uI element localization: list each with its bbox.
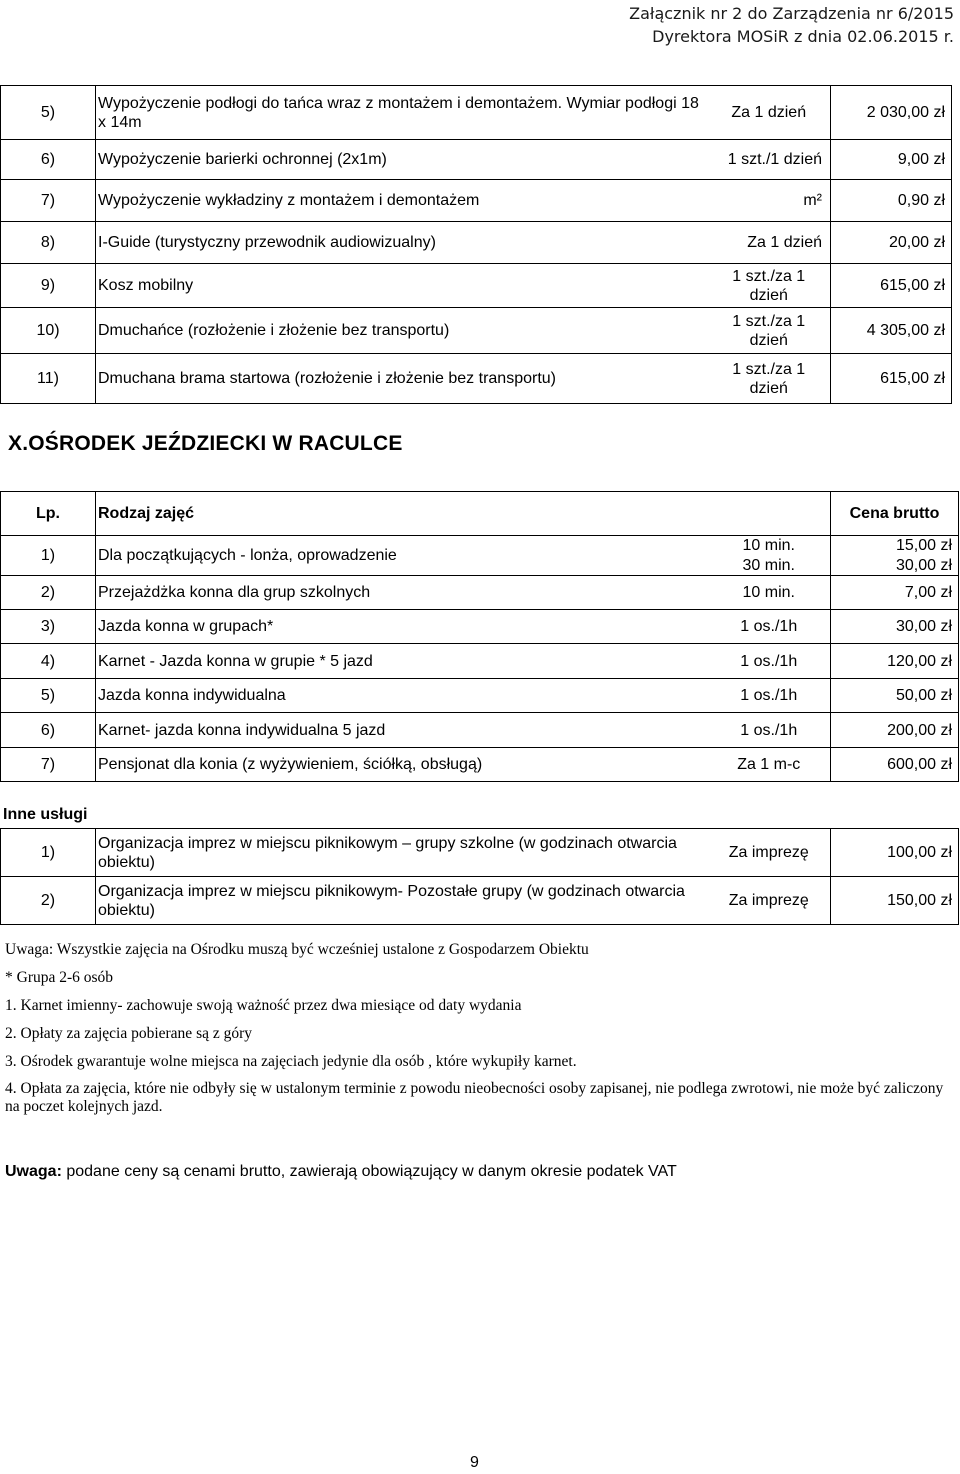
row-unit: 1 szt./za 1 dzień <box>708 264 831 308</box>
row-price: 7,00 zł <box>831 576 959 610</box>
row-number: 11) <box>1 354 96 404</box>
header-lp: Lp. <box>1 492 96 536</box>
row-price: 100,00 zł <box>831 829 959 877</box>
row-description: Kosz mobilny <box>96 264 708 308</box>
disclaimer-text: podane ceny są cenami brutto, zawierają obowiązujący w danym okresie podatek VAT <box>61 1163 677 1180</box>
row-description: Przejażdżka konna dla grup szkolnych <box>96 576 708 610</box>
note-line: 1. Karnet imienny- zachowuje swoją ważność przez dwa miesiące od daty wydania <box>5 997 522 1014</box>
table-row <box>1 140 952 180</box>
row-description: Organizacja imprez w miejscu piknikowym – grupy szkolne (w godzinach otwarcia obiektu) <box>96 829 708 877</box>
note-line: 3. Ośrodek gwarantuje wolne miejsca na zajęciach jedynie dla osób , które wykupiły karnet. <box>5 1053 577 1070</box>
table-row <box>1 354 952 404</box>
row-price: 615,00 zł <box>831 264 952 308</box>
row-price: 20,00 zł <box>831 222 952 264</box>
price-disclaimer <box>5 1163 677 1181</box>
section-title: X.OŚRODEK JEŹDZIECKI W RACULCE <box>8 432 403 455</box>
row-description: Karnet- jazda konna indywidualna 5 jazd <box>96 713 708 748</box>
document-header <box>629 2 954 48</box>
row-unit: 1 szt./1 dzień <box>708 140 831 180</box>
table-row <box>1 679 959 713</box>
row-unit: Za 1 dzień <box>708 86 831 140</box>
page-number: 9 <box>470 1454 479 1471</box>
row-price: 50,00 zł <box>831 679 959 713</box>
row-price: 150,00 zł <box>831 877 959 925</box>
row-number: 5) <box>1 679 96 713</box>
row-description: Karnet - Jazda konna w grupie * 5 jazd <box>96 644 708 679</box>
row-description: Wypożyczenie podłogi do tańca wraz z montażem i demontażem. Wymiar podłogi 18 x 14m <box>96 86 708 140</box>
row-unit: Za 1 m-c <box>708 748 831 782</box>
row-number: 2) <box>1 576 96 610</box>
row-unit: 1 szt./za 1 dzień <box>708 354 831 404</box>
table-row <box>1 610 959 644</box>
notes-block <box>5 941 950 1116</box>
table-row <box>1 576 959 610</box>
row-unit: 10 min. <box>708 536 831 556</box>
table-row <box>1 264 952 308</box>
row-number: 9) <box>1 264 96 308</box>
row-number: 7) <box>1 180 96 222</box>
row-number: 10) <box>1 308 96 354</box>
row-description: Jazda konna w grupach* <box>96 610 708 644</box>
row-description: Dmuchana brama startowa (rozłożenie i złożenie bez transportu) <box>96 354 708 404</box>
row-unit: 1 os./1h <box>708 610 831 644</box>
row-number: 2) <box>1 877 96 925</box>
row-description: Pensjonat dla konia (z wyżywieniem, ściółką, obsługą) <box>96 748 708 782</box>
row-number: 1) <box>1 829 96 877</box>
row-unit: 1 szt./za 1 dzień <box>708 308 831 354</box>
row-number: 6) <box>1 140 96 180</box>
row-description: Wypożyczenie wykładziny z montażem i demontażem <box>96 180 708 222</box>
row-price: 200,00 zł <box>831 713 959 748</box>
disclaimer-label: Uwaga: <box>5 1163 62 1180</box>
row-number: 6) <box>1 713 96 748</box>
table-row <box>1 86 952 140</box>
row-description: Dla początkujących - lonża, oprowadzenie <box>96 536 708 576</box>
note-line: * Grupa 2-6 osób <box>5 969 114 986</box>
row-unit: 30 min. <box>708 556 831 576</box>
row-description: Jazda konna indywidualna <box>96 679 708 713</box>
row-price: 30,00 zł <box>831 610 959 644</box>
row-price: 120,00 zł <box>831 644 959 679</box>
other-services-table <box>0 828 959 925</box>
header-line-2: Dyrektora MOSiR z dnia 02.06.2015 r. <box>652 27 954 46</box>
table-row <box>1 536 959 556</box>
row-description: I-Guide (turystyczny przewodnik audiowizualny) <box>96 222 708 264</box>
row-description: Wypożyczenie barierki ochronnej (2x1m) <box>96 140 708 180</box>
table-row <box>1 877 959 925</box>
row-number: 5) <box>1 86 96 140</box>
other-services-title: Inne usługi <box>3 806 88 823</box>
row-price: 600,00 zł <box>831 748 959 782</box>
note-line: 2. Opłaty za zajęcia pobierane są z góry <box>5 1025 253 1042</box>
row-price: 0,90 zł <box>831 180 952 222</box>
table-row <box>1 222 952 264</box>
header-line-1: Załącznik nr 2 do Zarządzenia nr 6/2015 <box>629 4 954 23</box>
row-number: 8) <box>1 222 96 264</box>
row-number: 7) <box>1 748 96 782</box>
row-price: 2 030,00 zł <box>831 86 952 140</box>
row-unit: 1 os./1h <box>708 644 831 679</box>
row-unit: m² <box>708 180 831 222</box>
table-row <box>1 308 952 354</box>
row-number: 4) <box>1 644 96 679</box>
row-number: 3) <box>1 610 96 644</box>
row-unit: 1 os./1h <box>708 713 831 748</box>
table-row <box>1 748 959 782</box>
row-price: 4 305,00 zł <box>831 308 952 354</box>
header-price: Cena brutto <box>831 492 959 536</box>
row-unit: 10 min. <box>708 576 831 610</box>
table-header-row <box>1 492 959 536</box>
table-row <box>1 713 959 748</box>
row-description: Dmuchańce (rozłożenie i złożenie bez transportu) <box>96 308 708 354</box>
rental-price-table <box>0 85 952 404</box>
table-row <box>1 180 952 222</box>
row-description: Organizacja imprez w miejscu piknikowym- Pozostałe grupy (w godzinach otwarcia obiektu) <box>96 877 708 925</box>
row-price: 15,00 zł <box>831 536 959 556</box>
riding-price-table <box>0 491 959 782</box>
row-number: 1) <box>1 536 96 576</box>
row-price: 615,00 zł <box>831 354 952 404</box>
row-price: 9,00 zł <box>831 140 952 180</box>
row-price: 30,00 zł <box>831 556 959 576</box>
row-unit: Za imprezę <box>708 877 831 925</box>
row-unit: Za 1 dzień <box>708 222 831 264</box>
header-unit <box>708 492 831 536</box>
row-unit: Za imprezę <box>708 829 831 877</box>
table-row <box>1 644 959 679</box>
row-unit: 1 os./1h <box>708 679 831 713</box>
table-row <box>1 829 959 877</box>
header-description: Rodzaj zajęć <box>96 492 708 536</box>
note-line: 4. Opłata za zajęcia, które nie odbyły się w ustalonym terminie z powodu nieobecności osoby zapisanej, nie podlega zwrotowi, nie może być zaliczony na poczet kolejnych jazd. <box>5 1080 944 1115</box>
note-line: Uwaga: Wszystkie zajęcia na Ośrodku muszą być wcześniej ustalone z Gospodarzem Obiektu <box>5 941 589 958</box>
